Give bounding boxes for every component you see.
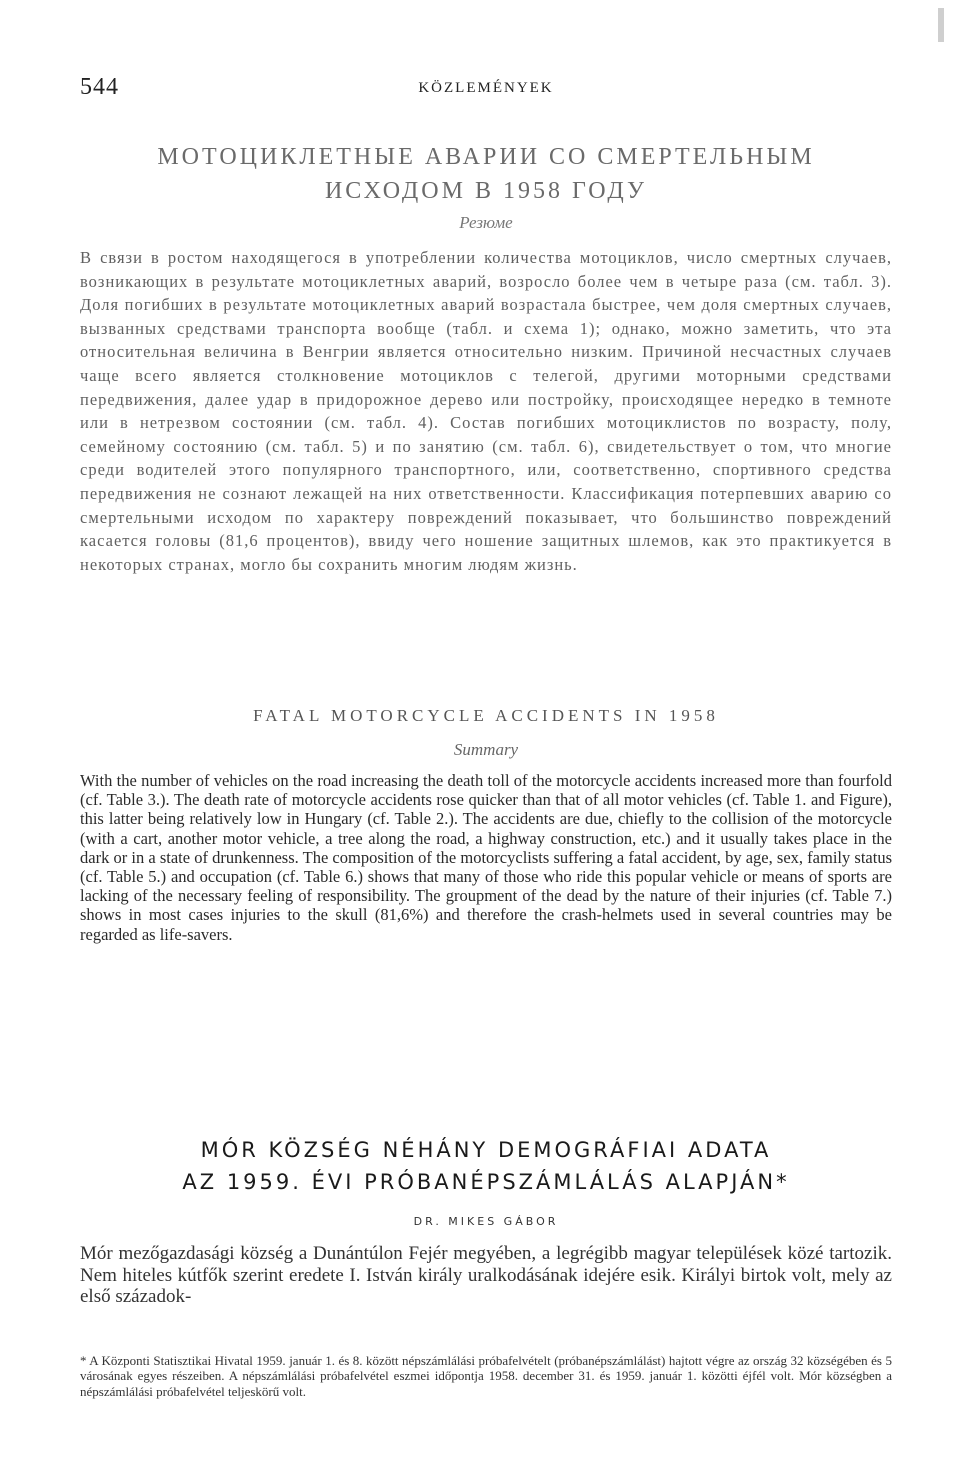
russian-title (80, 140, 892, 208)
hungarian-article-title (80, 1134, 892, 1198)
russian-title-line-1: МОТОЦИКЛЕТНЫЕ АВАРИИ СО СМЕРТЕЛЬНЫМ (157, 144, 815, 170)
english-title: FATAL MOTORCYCLE ACCIDENTS IN 1958 (253, 706, 719, 725)
russian-summary-text: В связи в ростом находящегося в употреблении количества мотоциклов, число смертных случаев, возникающих в результате мотоциклетных аварий, возросло более чем в четыре раза (см. табл. 3). Доля погибших в результате мотоциклетных аварий возрастала быстрее, чем доля смертных случаев, вызванных средствами транспорта вообще (табл. и схема 1); однако, можно заметить, что эта относительная величина в Венгрии является относительно низким. Причиной несчастных случаев чаще всего является столкновение мотоциклов с телегой, другими моторными средствами передвижения, далее удар в придорожное дерево или постройку, происходящее нередко в темноте или в нетрезвом состоянии (см. табл. 4). Состав погибших мотоциклистов по возрасту, полу, семейному состоянию (см. табл. 5) и по занятию (см. табл. 6), свидетельствует о том, что многие среди водителей этого популярного транспортного, или, соответственно, спортивного средства передвижения не сознают лежащей на них ответственности. Классификация потерпевших аварию со смертельными исходом по характеру повреждений показывает, что большинство повреждений касается головы (81,6 процентов), ввиду чего ношение защитных шлемов, как это практикуется в некоторых странах, могло бы сохранить многим людям жизнь. (80, 248, 892, 574)
page-number: 544 (80, 74, 119, 100)
page-edge-mark (938, 8, 944, 42)
russian-subtitle: Резюме (459, 213, 513, 232)
english-subtitle: Summary (453, 740, 519, 759)
article-author: DR. MIKES GÁBOR (413, 1215, 559, 1228)
hungarian-article-text: Mór mezőgazdasági község a Dunántúlon Fejér megyében, a legrégibb magyar települések közé tartozik. Nem hiteles kútfők szerint eredete I. István király uralkodásának idejére esik. Királyi birtok volt, mely az első századok- (80, 1243, 892, 1307)
footnote: * A Központi Statisztikai Hivatal 1959. január 1. és 8. között népszámlálási próbafelvételt (próbanépszámlálást) hajtott végre az ország 32 községében és 5 városának egyes részeiben. A népszámlálási próbafelvétel eszmei időpontja 1958. december 31. és 1959. január 1. közötti éjfél volt. Mór községben a népszámlálási próbafelvétel teljeskörű volt. (80, 1353, 892, 1399)
page-header (80, 74, 892, 104)
hungarian-title-line-1: MÓR KÖZSÉG NÉHÁNY DEMOGRÁFIAI ADATA (200, 1138, 772, 1162)
hungarian-title-line-2: AZ 1959. ÉVI PRÓBANÉPSZÁMLÁLÁS ALAPJÁN* (182, 1170, 790, 1194)
running-head: KÖZLEMÉNYEK (418, 80, 554, 96)
english-summary-text: With the number of vehicles on the road increasing the death toll of the motorcycle accidents increased more than fourfold (cf. Table 3.). The death rate of motorcycle accidents rose quicker than that of all motor vehicles (cf. Table 1. and Figure), this latter being relatively low in Hungary (cf. Table 2.). The accidents are due, chiefly to the collision of the motorcycle (with a cart, another motor vehicle, a tree along the road, a highway construction, etc.) and it usually takes place in the dark or in a state of drunkenness. The composition of the motorcyclists suffering a fatal accident, by age, sex, family status (cf. Table 5.) and occupation (cf. Table 6.) shows that many of those who ride this popular vehicle or means of sports are lacking of the necessary feeling of responsibility. The groupment of the dead by the nature of their injuries (cf. Table 7.) shows in most cases injuries to the skull (81,6%) and therefore the crash-helmets used in several countries may be regarded as life-savers. (80, 771, 892, 944)
russian-title-line-2: ИСХОДОМ В 1958 ГОДУ (324, 178, 648, 204)
journal-page (80, 0, 892, 1462)
